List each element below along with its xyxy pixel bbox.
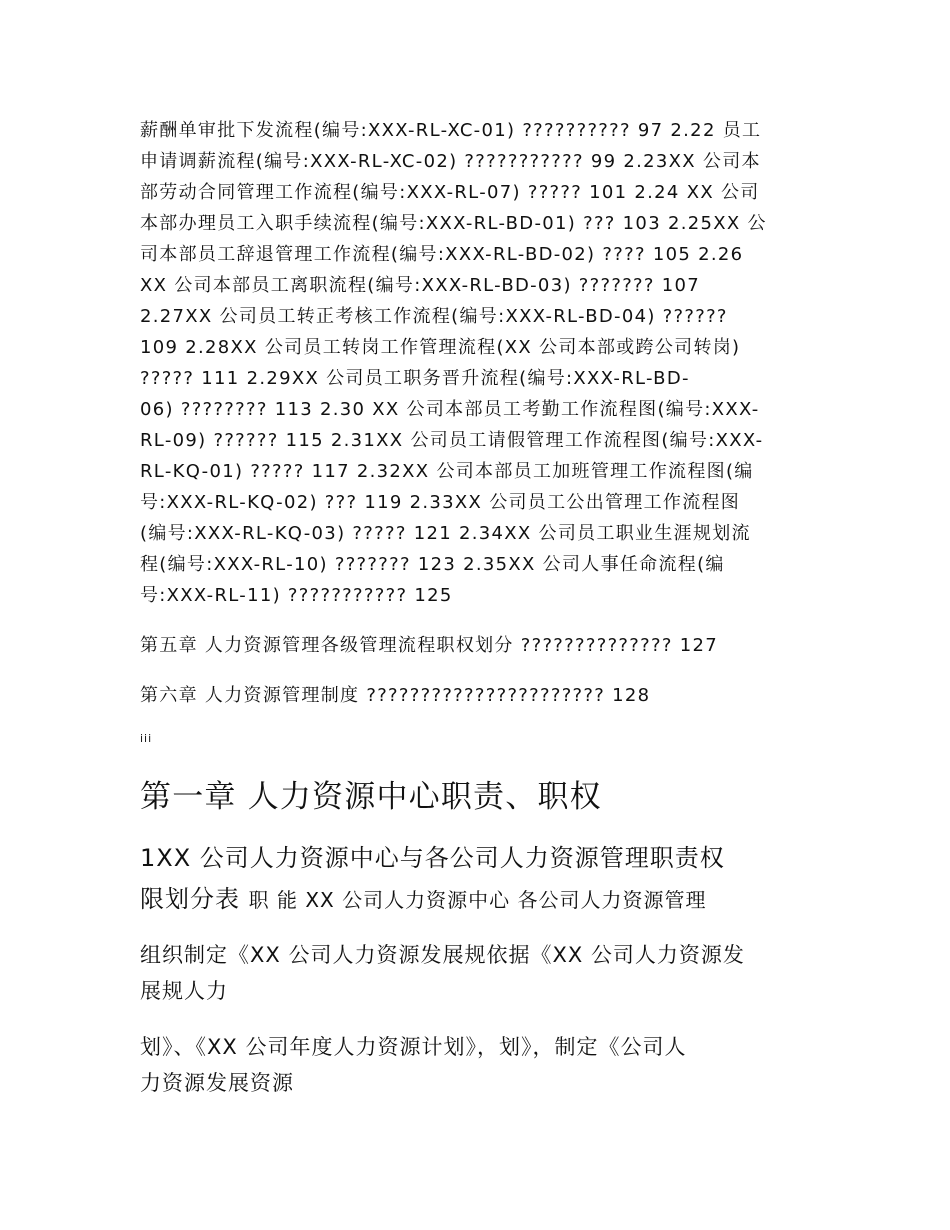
toc-line: 号:XXX-RL-11) ??????????? 125 [140,585,453,606]
toc-line: XX 公司本部员工离职流程(编号:XXX-RL-BD-03) ??????? 107 [140,275,701,296]
toc-line: 号:XXX-RL-KQ-02) ??? 119 2.33XX 公司员工公出管理工作流程图 [140,492,741,513]
toc-line: 06) ???????? 113 2.30 XX 公司本部员工考勤工作流程图(编号:XXX- [140,399,760,420]
table-column-headers: 职 能 XX 公司人力资源中心 各公司人力资源管理 [248,888,707,912]
toc-line: (编号:XXX-RL-KQ-03) ????? 121 2.34XX 公司员工职业生涯规划流 [140,523,751,544]
section-heading: 1XX 公司人力资源中心与各公司人力资源管理职责权 [140,844,725,872]
toc-line: 本部办理员工入职手续流程(编号:XXX-RL-BD-01) ??? 103 2.25XX 公 [140,213,767,234]
toc-line: 部劳动合同管理工作流程(编号:XXX-RL-07) ????? 101 2.24 XX 公司 [140,182,760,203]
toc-line: ????? 111 2.29XX 公司员工职务晋升流程(编号:XXX-RL-BD- [140,368,690,389]
toc-line: 申请调薪流程(编号:XXX-RL-XC-02) ??????????? 99 2.23XX 公司本 [140,151,761,172]
section-heading-tail: 限划分表 [140,885,240,913]
toc-line: 程(编号:XXX-RL-10) ??????? 123 2.35XX 公司人事任命流程(编 [140,554,725,575]
toc-chapter-5: 第五章 人力资源管理各级管理流程职权划分 ?????????????? 127 [140,635,718,656]
body-paragraph: 力资源发展资源 [140,1071,294,1095]
toc-line: 薪酬单审批下发流程(编号:XXX-RL-XC-01) ?????????? 97 2.22 员工 [140,120,762,141]
toc-line: 109 2.28XX 公司员工转岗工作管理流程(XX 公司本部或跨公司转岗) [140,337,741,358]
toc-line: RL-KQ-01) ????? 117 2.32XX 公司本部员工加班管理工作流程图(编 [140,461,754,482]
body-paragraph: 展规人力 [140,979,228,1003]
toc-line: RL-09) ?????? 115 2.31XX 公司员工请假管理工作流程图(编号:XXX- [140,430,764,451]
chapter-heading: 第一章 人力资源中心职责、职权 [140,779,602,815]
page-number: iii [140,732,153,745]
section-heading-cont [140,884,706,915]
body-paragraph: 组织制定《XX 公司人力资源发展规依据《XX 公司人力资源发 [140,943,745,967]
toc-chapter-6: 第六章 人力资源管理制度 ?????????????????????? 128 [140,685,651,706]
body-paragraph: 划》、《XX 公司年度人力资源计划》，划》，制定《公司人 [140,1035,687,1059]
toc-line: 2.27XX 公司员工转正考核工作流程(编号:XXX-RL-BD-04) ?????? [140,306,728,327]
toc-line: 司本部员工辞退管理工作流程(编号:XXX-RL-BD-02) ???? 105 2.26 [140,244,744,265]
